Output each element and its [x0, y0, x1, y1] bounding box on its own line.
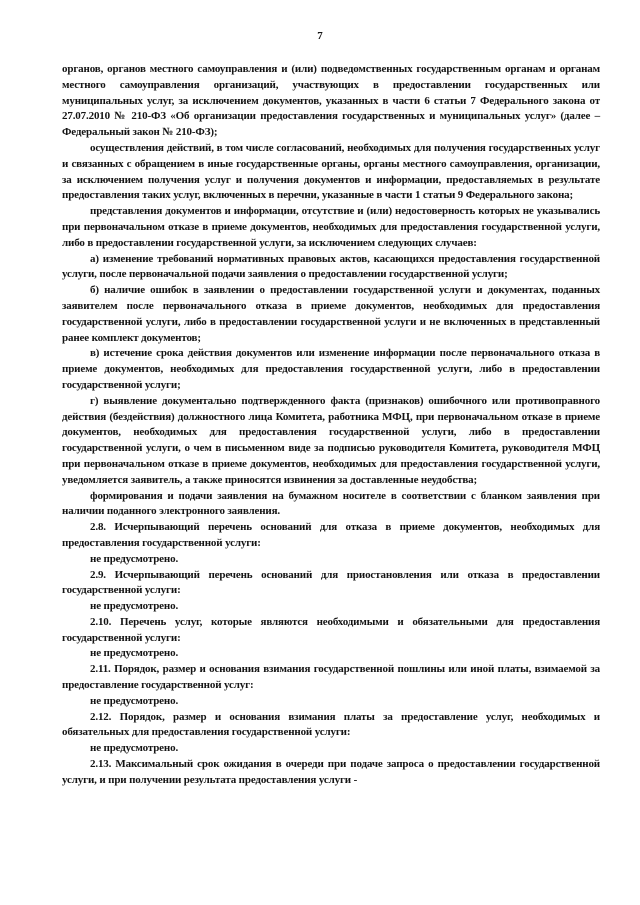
section-2-8-value: не предусмотрено. [90, 552, 179, 565]
document-body [62, 62, 600, 789]
section-2-9-value: не предусмотрено. [90, 600, 179, 613]
page-number: 7 [317, 30, 323, 42]
section-2-8-heading: 2.8. Исчерпывающий перечень оснований для отказа в приеме документов, необходимых для предоставления государственной услуги: [62, 521, 600, 549]
paragraph-case-g: г) выявление документально подтвержденного факта (признаков) ошибочного или противоправного действия (бездействия) должностного лица Комитета, работника МФЦ, при первоначальном отказе в приеме документов, необходимых для предоставления государственной услуги, либо в предоставлении государственной услуги, о чем в письменном виде за подписью руководителя Комитета, руководителя МФЦ при первоначальном отказе в приеме документов, необходимых для предоставления государственной услуги, уведомляется заявитель, а также приносятся извинения за доставленные неудобства; [62, 394, 600, 486]
paragraph-case-b: б) наличие ошибок в заявлении о предоставлении государственной услуги и документах, поданных заявителем после первоначального отказа в приеме документов, необходимых для предоставления государственной услуги, либо в предоставлении государственной услуги и не включенных в представленный ранее комплект документов; [62, 284, 600, 344]
paragraph-actions: осуществления действий, в том числе согласований, необходимых для получения государственных услуг и связанных с обращением в иные государственные органы, органы местного самоуправления, организации, за исключением получения услуг и получения документов и информации, предоставляемых в результате предоставления таких услуг, включенных в перечни, указанные в части 1 статьи 9 Федерального закона; [62, 141, 600, 202]
section-2-11-heading: 2.11. Порядок, размер и основания взимания государственной пошлины или иной платы, взимаемой за предоставление государственной услуг: [62, 663, 600, 692]
paragraph-case-a: а) изменение требований нормативных правовых актов, касающихся предоставления государственной услуги, после первоначальной подачи заявления о предоставлении государственной услуги; [62, 252, 600, 281]
paragraph-paper-form: формирования и подачи заявления на бумажном носителе в соответствии с бланком заявления при наличии поданного электронного заявления. [62, 489, 600, 518]
section-2-13-heading: 2.13. Максимальный срок ожидания в очереди при подаче запроса о предоставлении государственной услуги, и при получении результата предоставления услуги - [62, 758, 600, 786]
section-2-11-value: не предусмотрено. [90, 694, 179, 707]
section-2-9-heading: 2.9. Исчерпывающий перечень оснований для приостановления или отказа в предоставлении государственной услуги: [62, 568, 600, 597]
section-2-10-heading: 2.10. Перечень услуг, которые являются необходимыми и обязательными для предоставления государственной услуги: [62, 615, 600, 644]
paragraph-case-v: в) истечение срока действия документов или изменение информации после первоначального отказа в приеме документов, необходимых для предоставления государственной услуги, либо в предоставлении государственной услуги; [62, 347, 600, 391]
paragraph-documents-presentation: представления документов и информации, отсутствие и (или) недостоверность которых не указывались при первоначальном отказе в приеме документов, необходимых для предоставления государственной услуги, либо в предоставлении государственной услуги, за исключением следующих случаев: [62, 205, 600, 249]
paragraph-continuation: органов, органов местного самоуправления и (или) подведомственных государственным органам и органам местного самоуправления организаций, участвующих в предоставлении государственных или муниципальных услуг, за исключением документов, указанных в части 6 статьи 7 Федерального закона от 27.07.2010 № 210-ФЗ «Об организации предоставления государственных и муниципальных услуг» (далее – Федеральный закон № 210-ФЗ); [62, 63, 600, 139]
section-2-10-value: не предусмотрено. [90, 647, 179, 660]
section-2-12-value: не предусмотрено. [90, 742, 179, 755]
section-2-12-heading: 2.12. Порядок, размер и основания взимания платы за предоставление услуг, необходимых и обязательных для предоставления государственной услуги: [62, 710, 600, 739]
